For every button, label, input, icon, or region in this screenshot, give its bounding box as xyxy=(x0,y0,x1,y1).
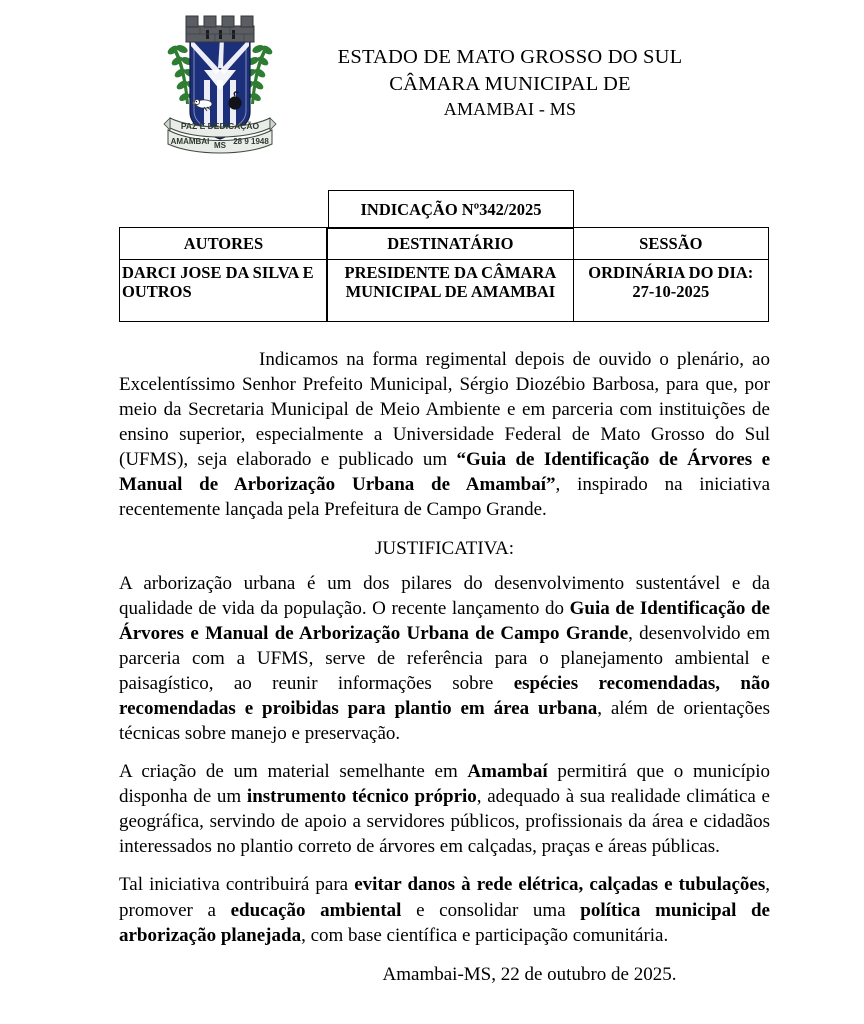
p4-bold-evitar-danos: evitar danos à rede elétrica, calçadas e tubulações xyxy=(354,874,766,896)
indicacao-info-table xyxy=(119,190,770,322)
heading-chamber: CÂMARA MUNICIPAL DE xyxy=(389,73,631,96)
paragraph-indicacao xyxy=(119,347,770,523)
p3-bold-amambai: Amambaí xyxy=(467,761,548,783)
p3-text-b: permitirá que o município disponha de um xyxy=(119,761,771,808)
motto-ribbon xyxy=(164,118,276,137)
sessao-date: 27-10-2025 xyxy=(632,282,710,302)
p2-text-c: , além de orientações técnicas sobre manejo e preservação. xyxy=(119,698,771,745)
p4-bold-educacao: educação ambiental xyxy=(230,899,402,921)
p3-bold-instrumento: instrumento técnico próprio xyxy=(246,786,477,808)
table-row xyxy=(119,259,770,322)
table-header-row xyxy=(119,227,770,260)
p4-text-d: , com base científica e participação comunitária. xyxy=(301,924,669,946)
motto-text-top: PAZ E DEDICAÇÃO xyxy=(180,121,260,131)
paragraph-justificativa-1 xyxy=(119,571,770,747)
table-spacer-left xyxy=(119,190,328,229)
paragraph-justificativa-3 xyxy=(119,872,770,947)
table-title-row xyxy=(119,190,770,229)
heading-city: AMAMBAI - MS xyxy=(443,99,577,120)
institution-heading xyxy=(300,44,720,122)
table-spacer-right xyxy=(574,190,770,229)
p2-bold-especies: espécies recomendadas, não recomendadas e proibidas para plantio em área urbana xyxy=(119,672,770,720)
p1-bold-guia: “Guia de Identificação de Árvores e Manual de Arborização Urbana de Amambaí” xyxy=(119,449,770,496)
column-header-sessao: SESSÃO xyxy=(573,227,769,260)
motto-text-date: 28 9 1948 xyxy=(233,137,269,146)
p2-text-b: , desenvolvido em parceria com a UFMS, serve de referência para o planejamento ambiental e paisagístico, ao reunir informações sobre xyxy=(119,622,770,694)
p4-text-b: , promover a xyxy=(119,874,770,921)
sessao-label: ORDINÁRIA DO DIA: xyxy=(588,262,754,282)
p1-text-a: Indicamos na forma regimental depois de ouvido o plenário, ao Excelentíssimo Senhor Prefeito Municipal, Sérgio Diozébio Barbosa, para que, por meio da Secretaria Municipal de Meio Ambiente e em parceria com instituições de ensino superior, especialmente a Universidade Federal de Mato Grosso do Sul (UFMS), seja elaborado e publicado um xyxy=(119,349,770,471)
column-header-autores: AUTORES xyxy=(119,227,328,260)
indicacao-number-cell: INDICAÇÃO Nº342/2025 xyxy=(328,190,574,229)
cell-autores: DARCI JOSE DA SILVA E OUTROS xyxy=(119,259,328,322)
document-header xyxy=(0,0,864,170)
p1-text-b: , inspirado na iniciativa recentemente lançada pela Prefeitura de Campo Grande. xyxy=(119,474,770,521)
paragraph-justificativa-2 xyxy=(119,759,770,859)
p4-text-c: e consolidar uma xyxy=(401,899,581,921)
column-header-destinatario: DESTINATÁRIO xyxy=(326,227,574,260)
document-body xyxy=(119,347,770,987)
p3-text-a: A criação de um material semelhante em xyxy=(119,761,468,783)
section-title-justificativa: JUSTIFICATIVA: xyxy=(374,537,514,559)
cell-destinatario: PRESIDENTE DA CÂMARA MUNICIPAL DE AMAMBAI xyxy=(326,259,574,322)
coat-of-arms-amambai xyxy=(160,8,280,160)
motto-text-city: AMAMBAI xyxy=(170,137,210,146)
p4-bold-politica: política municipal de arborização planejada xyxy=(119,899,770,946)
p2-bold-guia-campo-grande: Guia de Identificação de Árvores e Manual de Arborização Urbana de Campo Grande xyxy=(119,597,770,644)
p4-text-a: Tal iniciativa contribuirá para xyxy=(119,874,355,896)
p3-text-c: , adequado à sua realidade climática e geográfica, servindo de apoio a servidores públicos, profissionais da área e cidadãos interessados no plantio correto de árvores em calçadas, praças e áreas públicas. xyxy=(119,786,770,858)
p2-text-a: A arborização urbana é um dos pilares do desenvolvimento sustentável e da qualidade de vida da população. O recente lançamento do xyxy=(119,572,770,619)
mural-crown xyxy=(186,16,254,42)
cell-sessao xyxy=(573,259,769,322)
motto-text-state: MS xyxy=(214,141,226,150)
closing-place-date: Amambai-MS, 22 de outubro de 2025. xyxy=(382,963,677,985)
heading-state: ESTADO DE MATO GROSSO DO SUL xyxy=(337,46,683,68)
